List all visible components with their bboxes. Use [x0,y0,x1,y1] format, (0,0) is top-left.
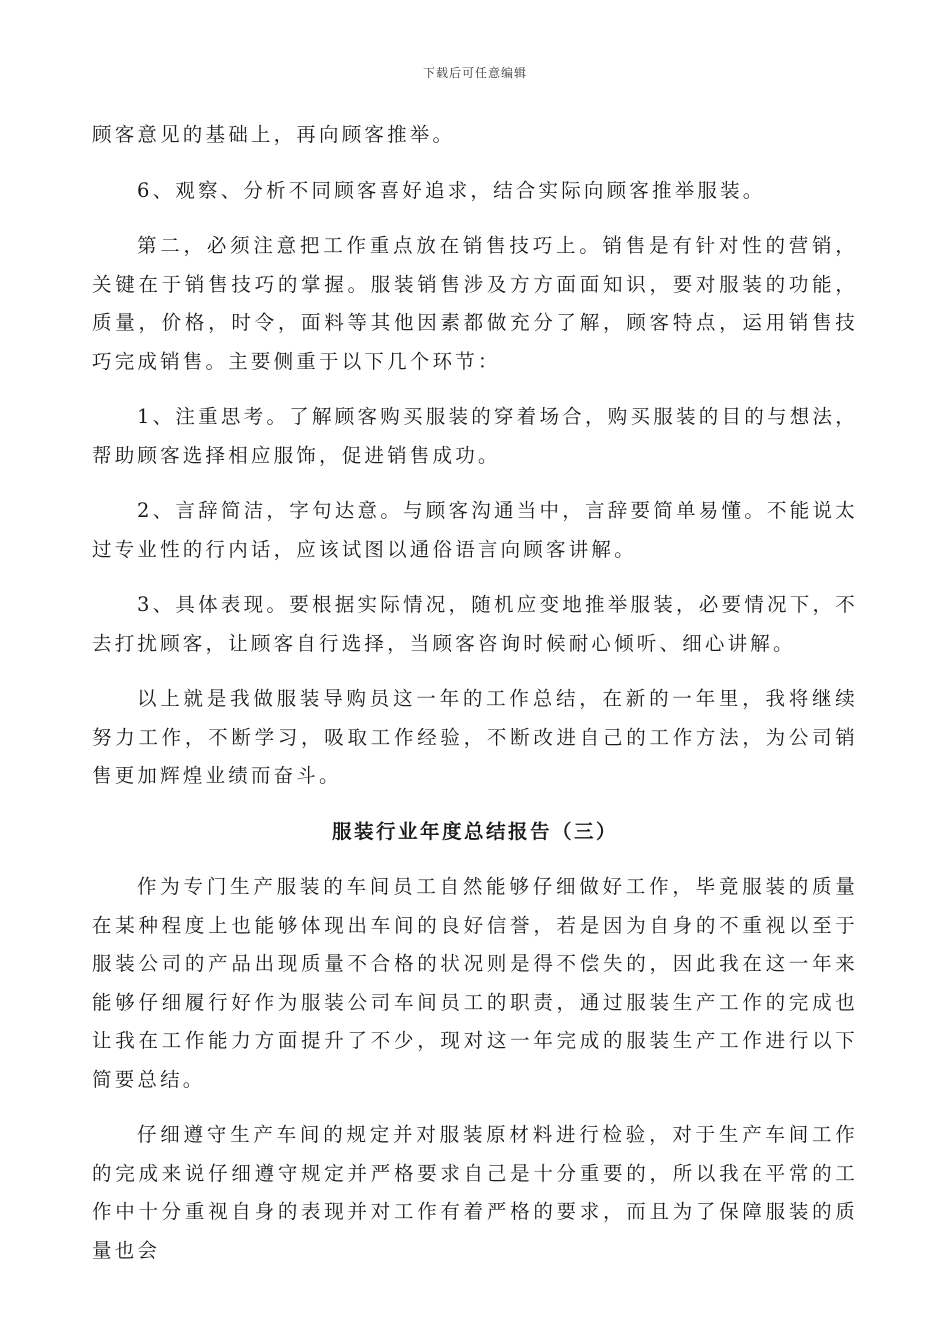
paragraph: 6、观察、分析不同顾客喜好追求，结合实际向顾客推举服装。 [137,178,766,202]
header-note: 下载后可任意编辑 [422,66,527,80]
paragraph: 3、具体表现。要根据实际情况，随机应变地推举服装，必要情况下，不去打扰顾客，让顾客自行选择，当顾客咨询时候耐心倾听、细心讲解。 [92,593,858,655]
document-body [92,116,858,1287]
paragraph: 1、注重思考。了解顾客购买服装的穿着场合，购买服装的目的与想法，帮助顾客选择相应服饰，促进销售成功。 [92,405,858,467]
paragraph: 顾客意见的基础上，再向顾客推举。 [92,123,456,146]
paragraph: 第二，必须注意把工作重点放在销售技巧上。销售是有针对性的营销，关键在于销售技巧的掌握。服装销售涉及方方面面知识，要对服装的功能，质量，价格，时令，面料等其他因素都做充分了解，顾客特点，运用销售技巧完成销售。主要侧重于以下几个环节： [92,234,858,373]
paragraph: 以上就是我做服装导购员这一年的工作总结，在新的一年里，我将继续努力工作，不断学习，吸取工作经验，不断改进自己的工作方法，为公司销售更加辉煌业绩而奋斗。 [92,687,858,787]
paragraph: 2、言辞简洁，字句达意。与顾客沟通当中，言辞要简单易懂。不能说太过专业性的行内话，应该试图以通俗语言向顾客讲解。 [92,499,858,561]
section-title: 服装行业年度总结报告（三） [331,819,618,843]
paragraph: 仔细遵守生产车间的规定并对服装原材料进行检验，对于生产车间工作的完成来说仔细遵守规定并严格要求自己是十分重要的，所以我在平常的工作中十分重视自身的表现并对工作有着严格的要求，而且为了保障服装的质量也会 [92,1123,858,1262]
paragraph: 作为专门生产服装的车间员工自然能够仔细做好工作，毕竟服装的质量在某种程度上也能够体现出车间的良好信誉，若是因为自身的不重视以至于服装公司的产品出现质量不合格的状况则是得不偿失的，因此我在这一年来能够仔细履行好作为服装公司车间员工的职责，通过服装生产工作的完成也让我在工作能力方面提升了不少，现对这一年完成的服装生产工作进行以下简要总结。 [92,875,858,1091]
